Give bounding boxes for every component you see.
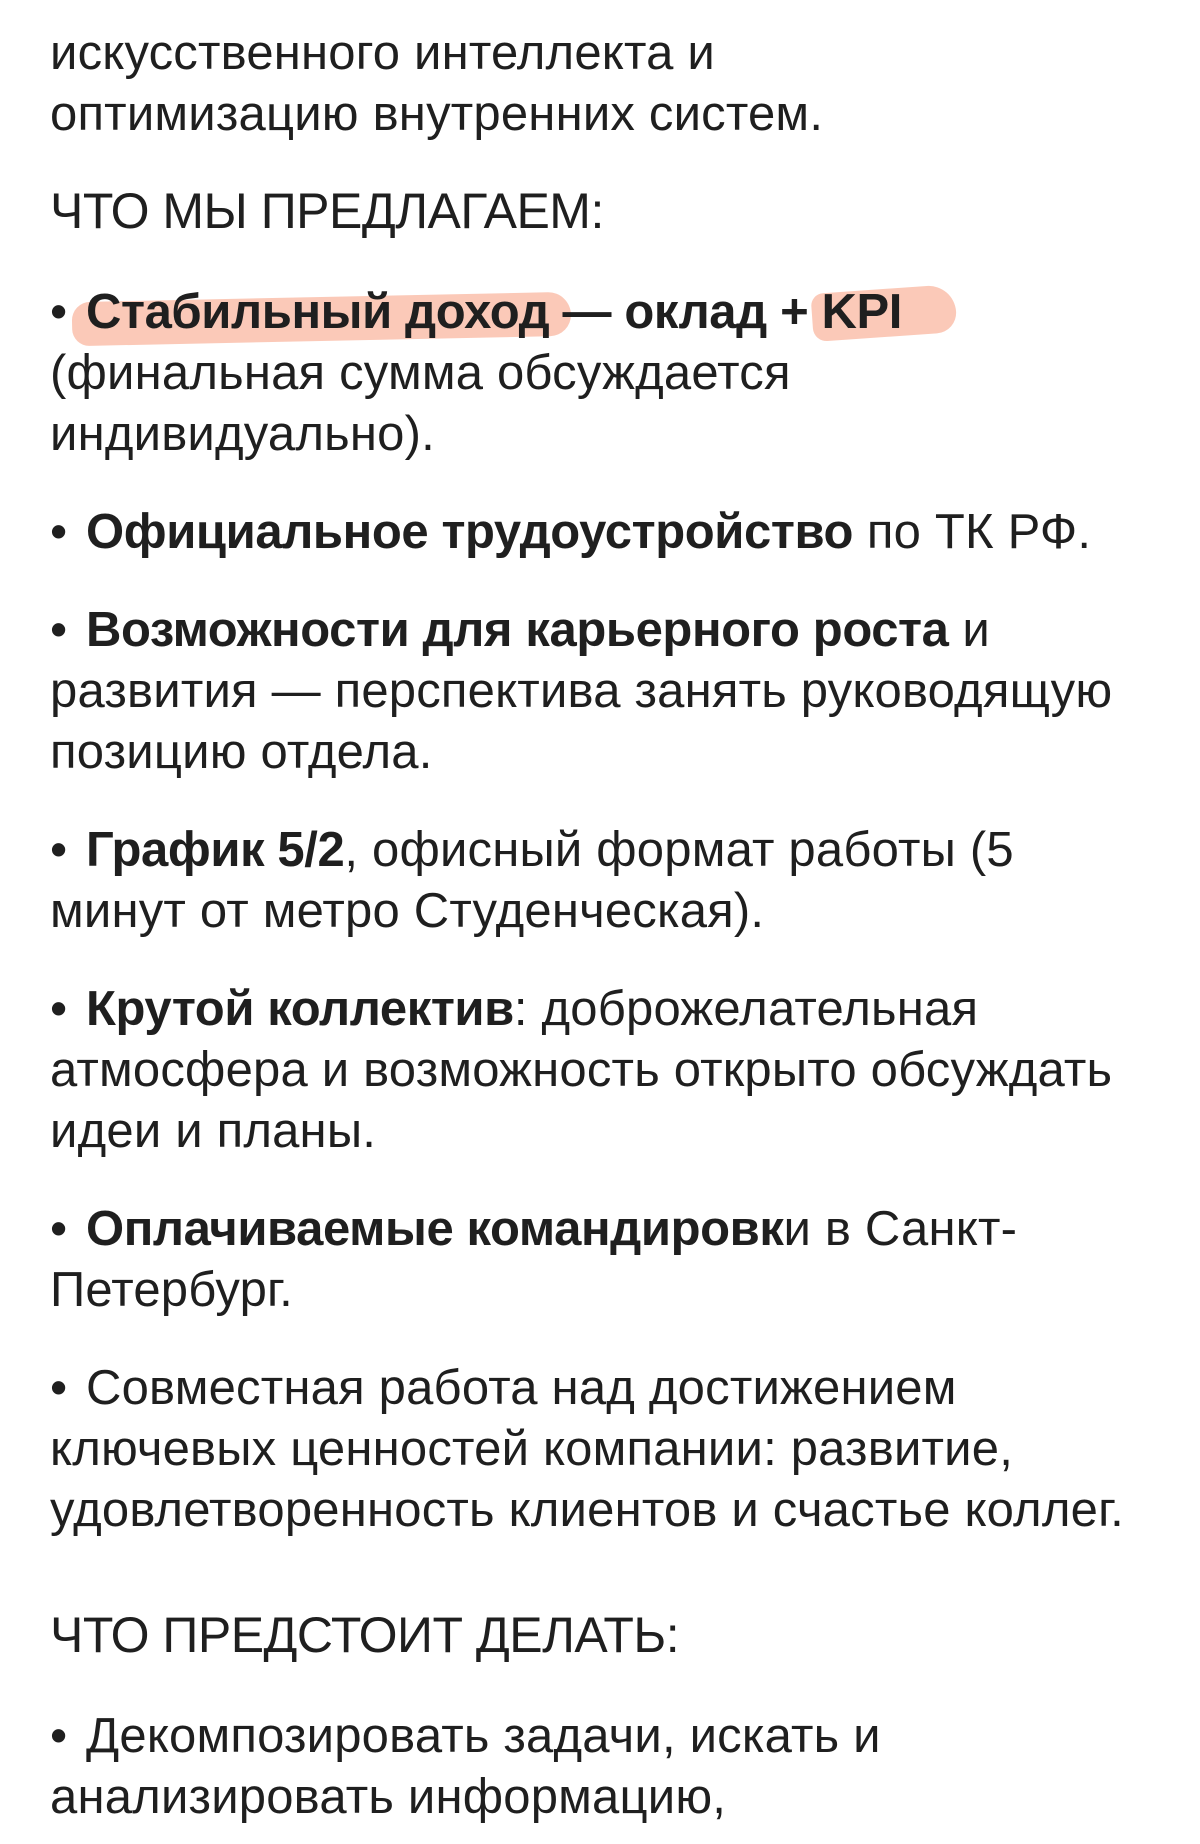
highlight-stable-income: Стабильный доход bbox=[86, 285, 550, 339]
offer-item-schedule bbox=[50, 820, 1160, 942]
intro-line-top: искусственного интеллекта и bbox=[50, 26, 715, 80]
bullet-icon: • bbox=[50, 823, 68, 877]
offer-item-text: и в Санкт-Петербург. bbox=[50, 1202, 1018, 1317]
bullet-icon: • bbox=[50, 505, 68, 559]
offer-heading: ЧТО МЫ ПРЕДЛАГАЕМ: bbox=[50, 183, 604, 239]
offer-item-text: по ТК РФ. bbox=[853, 505, 1092, 559]
offer-item-title: Возможности для карьерного роста bbox=[86, 603, 949, 657]
offer-item-text: : доброжелательная атмосфера и возможность открыто обсуждать идеи и планы. bbox=[50, 982, 1113, 1158]
offer-item-text: и развития — перспектива занять руководящую позицию отдела. bbox=[50, 603, 1113, 779]
bullet-icon: • bbox=[50, 1202, 68, 1256]
offer-item-text: Совместная работа над достижением ключевых ценностей компании: развитие, удовлетворенность клиентов и счастье коллег. bbox=[50, 1361, 1124, 1537]
bullet-icon: • bbox=[50, 1709, 68, 1763]
offer-item-values bbox=[50, 1358, 1160, 1541]
intro-paragraph bbox=[50, 0, 1160, 145]
offer-item-title: График 5/2 bbox=[86, 823, 345, 877]
offer-item-career bbox=[50, 600, 1160, 783]
offer-item-title: Оплачиваемые командировк bbox=[86, 1202, 784, 1256]
offer-item-title: Крутой коллектив bbox=[86, 982, 514, 1036]
vacancy-text bbox=[50, 0, 1160, 1844]
bullet-icon: • bbox=[50, 982, 68, 1036]
task-item bbox=[50, 1706, 1160, 1828]
offer-item-text: , офисный формат работы (5 минут от метро Студенческая). bbox=[50, 823, 1014, 938]
offer-item-title: Официальное трудоустройство bbox=[86, 505, 854, 559]
highlight-kpi: KPI bbox=[821, 285, 902, 339]
bullet-icon: • bbox=[50, 285, 68, 339]
offer-item-employment bbox=[50, 502, 1160, 563]
task-item-text: Декомпозировать задачи, искать и анализировать информацию, bbox=[50, 1709, 881, 1824]
offer-item-trips bbox=[50, 1199, 1160, 1321]
tasks-heading: ЧТО ПРЕДСТОИТ ДЕЛАТЬ: bbox=[50, 1607, 680, 1663]
intro-line-hidden bbox=[50, 0, 64, 19]
offer-item-team bbox=[50, 979, 1160, 1162]
bullet-icon: • bbox=[50, 603, 68, 657]
bullet-icon: • bbox=[50, 1361, 68, 1415]
salary-formula: — оклад + bbox=[549, 285, 822, 339]
intro-line-bottom: оптимизацию внутренних систем. bbox=[50, 87, 824, 141]
offer-item-text: (финальная сумма обсуждается индивидуально). bbox=[50, 346, 791, 461]
offer-item-salary bbox=[50, 282, 1160, 465]
